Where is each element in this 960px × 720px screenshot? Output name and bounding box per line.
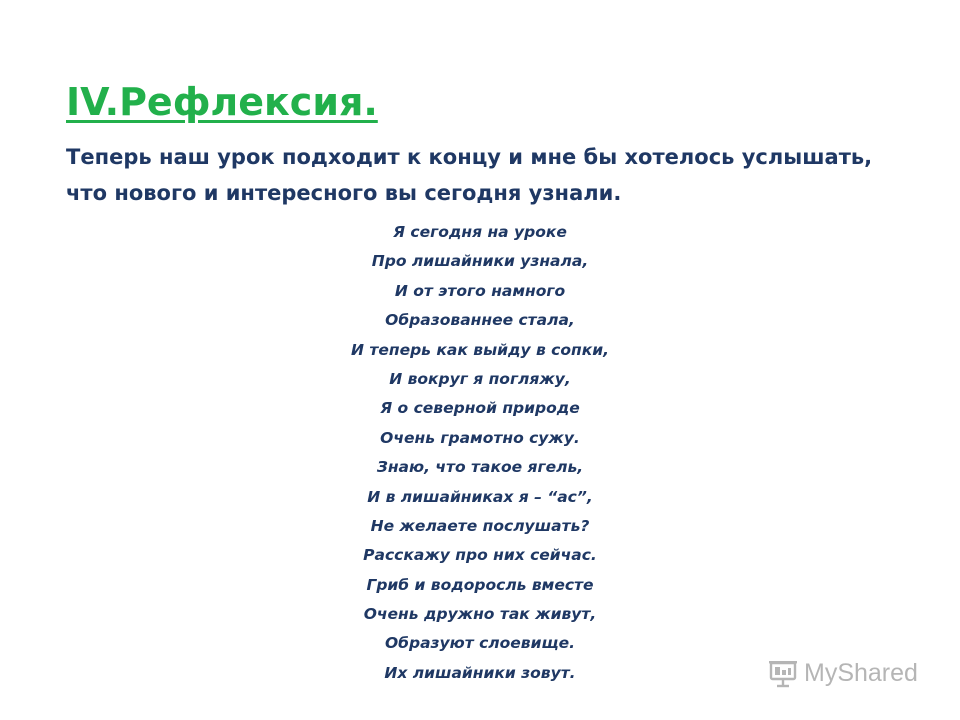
poem-line: Про лишайники узнала,: [371, 252, 589, 271]
poem-line: Очень дружно так живут,: [363, 605, 597, 624]
poem-line: Образуют слоевище.: [384, 634, 576, 653]
watermark-text: MyShared: [804, 658, 918, 687]
presentation-board-icon: [768, 658, 798, 688]
poem-line: Очень грамотно сужу.: [380, 428, 580, 447]
poem-line: Я о северной природе: [380, 399, 580, 418]
poem-line: Гриб и водоросль вместе: [366, 575, 594, 594]
poem-line: И вокруг я погляжу,: [389, 369, 571, 388]
poem-line: И в лишайниках я – “ас”,: [367, 487, 593, 506]
intro-text: Теперь наш урок подходит к концу и мне бы хотелось услышать, что нового и интересного вы сегодня узнали.: [66, 145, 873, 205]
poem-line: Их лишайники зовут.: [384, 663, 576, 682]
poem-line: Не желаете послушать?: [370, 516, 590, 535]
poem-line: Расскажу про них сейчас.: [363, 546, 597, 565]
poem-line: Знаю, что такое ягель,: [376, 458, 584, 477]
poem: [0, 218, 960, 688]
poem-line: Я сегодня на уроке: [393, 223, 567, 241]
poem-line: Образованнее стала,: [385, 311, 575, 330]
slide-title: IV.Рефлексия.: [66, 80, 378, 124]
poem-line: И теперь как выйду в сопки,: [351, 340, 609, 359]
myshared-watermark: [768, 655, 918, 691]
poem-line: И от этого намного: [394, 281, 566, 300]
